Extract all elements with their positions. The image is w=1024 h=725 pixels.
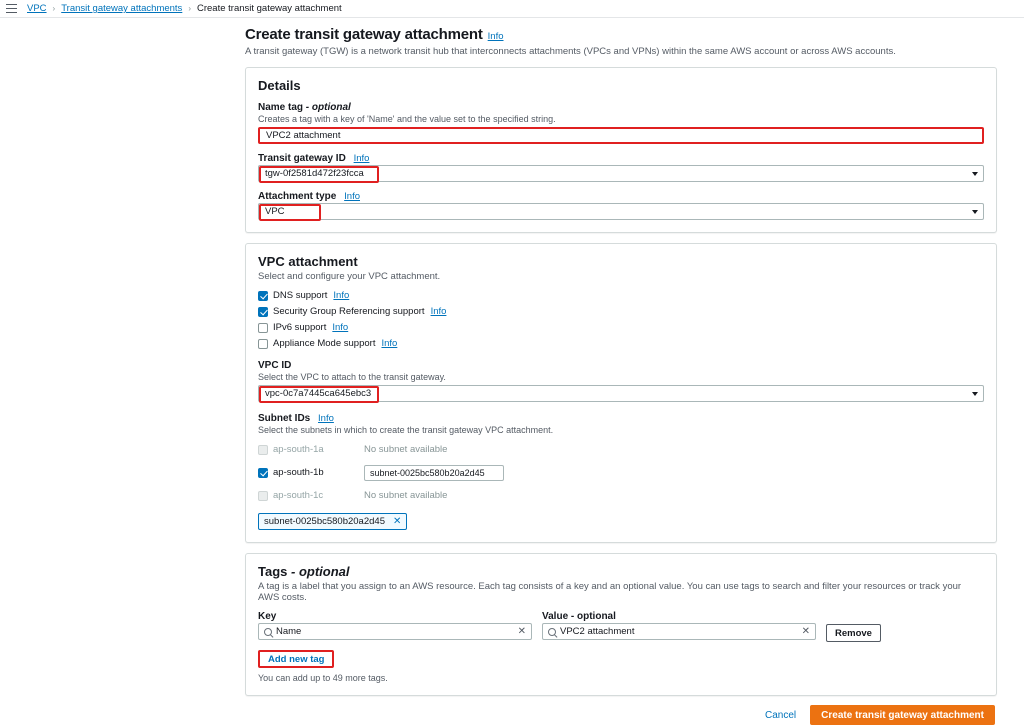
menu-icon[interactable] [6, 4, 17, 13]
add-tag-wrapper [258, 650, 984, 668]
subnet-availability-text: No subnet available [364, 490, 448, 501]
dns-support-info-link[interactable]: Info [333, 290, 350, 301]
vpc-id-description: Select the VPC to attach to the transit gateway. [258, 372, 446, 382]
page-title: Create transit gateway attachment [245, 26, 483, 43]
tag-value-value: VPC2 attachment [560, 626, 635, 637]
vpc-id-label: VPC ID [258, 360, 292, 371]
tags-heading: Tags - optional [258, 564, 350, 579]
breadcrumb-item-vpc[interactable]: VPC [27, 3, 47, 14]
checkbox-row-security-group-referencing-support[interactable] [258, 306, 984, 317]
subnet-row[interactable] [258, 441, 984, 458]
vpc-id-field [258, 360, 984, 402]
subnet-az-label: ap-south-1a [273, 444, 324, 455]
breadcrumb-separator-icon: › [52, 4, 56, 13]
attachment-type-info-link[interactable]: Info [344, 191, 360, 202]
tag-key-column [258, 611, 532, 640]
breadcrumb-item-current: Create transit gateway attachment [196, 3, 342, 14]
page-header [245, 26, 997, 57]
subnet-select-ap-south-1b[interactable] [364, 465, 504, 481]
checkbox-row-ipv6-support[interactable] [258, 322, 984, 333]
attachment-type-value: VPC [265, 206, 285, 217]
tag-key-value: Name [276, 626, 302, 637]
subnet-az-label: ap-south-1c [273, 490, 324, 501]
ipv6-support-checkbox[interactable] [258, 323, 268, 333]
details-card [245, 67, 997, 233]
breadcrumb-separator-icon: › [188, 4, 191, 13]
ipv6-support-label: IPv6 support [273, 322, 327, 333]
attachment-type-select[interactable] [258, 203, 984, 220]
attachment-type-label: Attachment type Info [258, 191, 360, 202]
tags-optional: - optional [291, 564, 350, 579]
name-tag-field [258, 102, 984, 144]
tag-remove-column [826, 611, 881, 642]
vpc-attachment-description: Select and configure your VPC attachment. [258, 271, 441, 282]
attachment-type-field [258, 191, 984, 220]
breadcrumb-item-transit-gateway-attachments[interactable]: Transit gateway attachments [61, 3, 183, 14]
appliance-mode-support-info-link[interactable]: Info [381, 338, 398, 349]
create-transit-gateway-attachment-button[interactable]: Create transit gateway attachment [810, 705, 995, 725]
clear-icon[interactable]: ✕ [801, 626, 810, 637]
subnet-availability-text: No subnet available [364, 444, 448, 455]
tag-key-label: Key [258, 611, 277, 622]
transit-gateway-id-label: Transit gateway ID Info [258, 153, 370, 164]
transit-gateway-id-field [258, 153, 984, 182]
vpc-attachment-heading: VPC attachment [258, 254, 358, 269]
name-tag-input[interactable]: VPC2 attachment [258, 127, 984, 144]
dns-support-label: DNS support [273, 290, 328, 301]
breadcrumb-bar [0, 0, 1024, 18]
subnet-checkbox-ap-south-1b[interactable] [258, 468, 268, 478]
search-icon [548, 628, 556, 636]
vpc-attachment-card [245, 243, 997, 543]
tag-value-input[interactable] [542, 623, 816, 640]
remove-tag-button[interactable]: Remove [826, 624, 881, 642]
security-group-referencing-support-checkbox[interactable] [258, 307, 268, 317]
dns-support-checkbox[interactable] [258, 291, 268, 301]
appliance-mode-support-label: Appliance Mode support [273, 338, 376, 349]
chevron-down-icon [972, 392, 978, 396]
tags-grid [258, 611, 984, 642]
subnet-select-value: subnet-0025bc580b20a2d45 [370, 467, 485, 478]
vpc-id-value: vpc-0c7a7445ca645ebc3 [265, 388, 372, 399]
name-tag-label: Name tag - optional [258, 102, 351, 113]
subnet-row[interactable] [258, 464, 984, 481]
add-new-tag-button[interactable]: Add new tag [258, 650, 334, 668]
header-info-link[interactable]: Info [487, 31, 504, 42]
close-icon[interactable]: ✕ [392, 515, 402, 527]
vpc-id-select[interactable] [258, 385, 984, 402]
page-description: A transit gateway (TGW) is a network transit hub that interconnects attachments (VPCs and VPNs) within the same AWS account or across AWS accounts. [245, 46, 896, 57]
selected-subnet-token-label: subnet-0025bc580b20a2d45 [264, 516, 385, 527]
form-content [245, 26, 997, 725]
subnet-checkbox-ap-south-1c [258, 491, 268, 501]
chevron-down-icon [972, 210, 978, 214]
checkbox-row-dns-support[interactable] [258, 290, 984, 301]
checkbox-row-appliance-mode-support[interactable] [258, 338, 984, 349]
subnet-az-label: ap-south-1b [273, 467, 324, 478]
selected-subnet-token[interactable] [258, 513, 407, 530]
subnet-ids-description: Select the subnets in which to create the transit gateway VPC attachment. [258, 425, 554, 435]
tag-value-column [542, 611, 816, 640]
security-group-referencing-support-info-link[interactable]: Info [430, 306, 447, 317]
security-group-referencing-support-label: Security Group Referencing support [273, 306, 425, 317]
subnet-row[interactable] [258, 487, 984, 504]
ipv6-support-info-link[interactable]: Info [332, 322, 349, 333]
subnet-ids-field [258, 413, 984, 530]
name-tag-optional: - optional [305, 102, 351, 113]
form-footer [245, 705, 997, 725]
subnet-checkbox-ap-south-1a [258, 445, 268, 455]
search-icon [264, 628, 272, 636]
transit-gateway-id-value: tgw-0f2581d472f23fcca [265, 168, 364, 179]
appliance-mode-support-checkbox[interactable] [258, 339, 268, 349]
cancel-button[interactable]: Cancel [765, 709, 797, 721]
tag-key-input[interactable] [258, 623, 532, 640]
details-heading: Details [258, 78, 301, 93]
tags-limit-hint: You can add up to 49 more tags. [258, 673, 388, 683]
subnet-ids-info-link[interactable]: Info [318, 413, 334, 424]
subnet-ids-label: Subnet IDs Info [258, 413, 334, 424]
tags-card [245, 553, 997, 696]
name-tag-description: Creates a tag with a key of 'Name' and the value set to the specified string. [258, 114, 556, 124]
page-body [0, 18, 1024, 721]
clear-icon[interactable]: ✕ [517, 626, 526, 637]
transit-gateway-id-info-link[interactable]: Info [353, 153, 370, 164]
chevron-down-icon [972, 172, 978, 176]
tag-value-label: Value - optional [542, 611, 616, 622]
tags-description: A tag is a label that you assign to an AWS resource. Each tag consists of a key and an optional value. You can use tags to search and filter your resources or track your AWS costs. [258, 581, 962, 603]
transit-gateway-id-select[interactable] [258, 165, 984, 182]
